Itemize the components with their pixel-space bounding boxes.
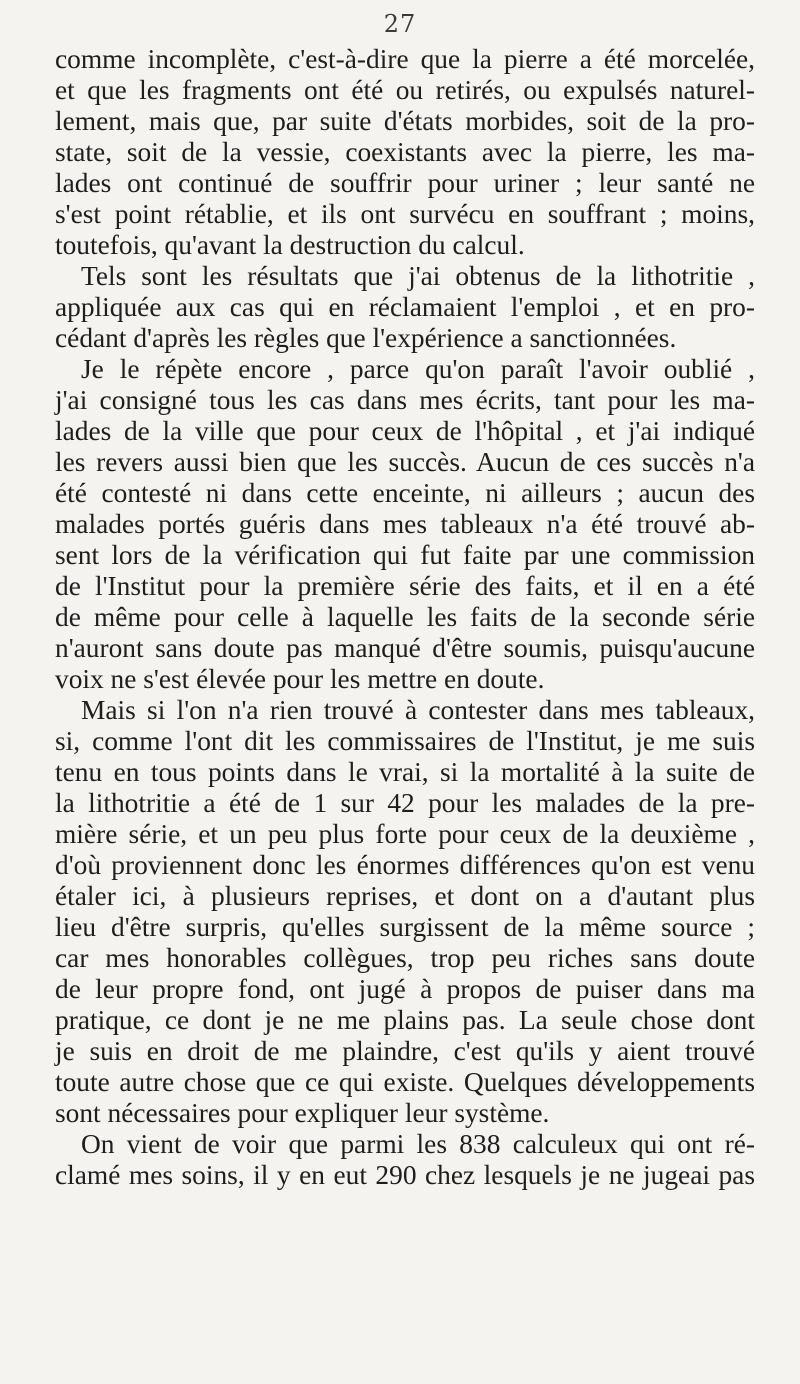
text-line: clamé mes soins, il y en eut 290 chez lesquels je ne jugeai pas (55, 1160, 755, 1190)
text-line: si, comme l'ont dit les commissaires de l'Institut, je me suis (55, 726, 755, 756)
text-line: mière série, et un peu plus forte pour ceux de la deuxième , (55, 819, 755, 849)
text-line: lieu d'être surpris, qu'elles surgissent de la même source ; (55, 912, 755, 942)
text-line: state, soit de la vessie, coexistants avec la pierre, les ma- (55, 137, 755, 167)
text-line: je suis en droit de me plaindre, c'est qu'ils y aient trouvé (55, 1036, 755, 1066)
text-line: cédant d'après les règles que l'expérience a sanctionnées. (55, 323, 677, 353)
text-line: la lithotritie a été de 1 sur 42 pour les malades de la pre- (55, 788, 755, 818)
text-line: appliquée aux cas qui en réclamaient l'emploi , et en pro- (55, 292, 755, 322)
text-line: lement, mais que, par suite d'états morbides, soit de la pro- (55, 106, 755, 136)
text-line: j'ai consigné tous les cas dans mes écrits, tant pour les ma- (55, 385, 755, 415)
body-text (55, 44, 755, 1191)
text-line: toute autre chose que ce qui existe. Quelques développements (55, 1067, 755, 1097)
text-line: Tels sont les résultats que j'ai obtenus de la lithotritie , (81, 261, 755, 291)
text-line: toutefois, qu'avant la destruction du calcul. (55, 230, 525, 260)
text-line: et que les fragments ont été ou retirés, ou expulsés naturel- (55, 75, 755, 105)
text-line: de l'Institut pour la première série des faits, et il en a été (55, 571, 755, 601)
page-number: 27 (383, 10, 417, 38)
text-line: lades de la ville que pour ceux de l'hôpital , et j'ai indiqué (55, 416, 755, 446)
text-line: n'auront sans doute pas manqué d'être soumis, puisqu'aucune (55, 633, 755, 663)
text-line: les revers aussi bien que les succès. Aucun de ces succès n'a (55, 447, 755, 477)
text-line: sont nécessaires pour expliquer leur système. (55, 1098, 550, 1128)
text-line: comme incomplète, c'est-à-dire que la pierre a été morcelée, (55, 44, 755, 74)
text-line: de leur propre fond, ont jugé à propos de puiser dans ma (55, 974, 755, 1004)
text-line: pratique, ce dont je ne me plains pas. La seule chose dont (55, 1005, 755, 1035)
text-line: sent lors de la vérification qui fut faite par une commission (55, 540, 755, 570)
text-line: Je le répète encore , parce qu'on paraît l'avoir oublié , (81, 354, 755, 384)
text-line: Mais si l'on n'a rien trouvé à contester dans mes tableaux, (81, 695, 755, 725)
text-line: tenu en tous points dans le vrai, si la mortalité à la suite de (55, 757, 755, 787)
text-line: de même pour celle à laquelle les faits de la seconde série (55, 602, 755, 632)
text-line: voix ne s'est élevée pour les mettre en doute. (55, 664, 545, 694)
text-line: d'où proviennent donc les énormes différences qu'on est venu (55, 850, 755, 880)
text-line: étaler ici, à plusieurs reprises, et dont on a d'autant plus (55, 881, 755, 911)
text-line: lades ont continué de souffrir pour uriner ; leur santé ne (55, 168, 755, 198)
text-line: car mes honorables collègues, trop peu riches sans doute (55, 943, 755, 973)
text-line: été contesté ni dans cette enceinte, ni ailleurs ; aucun des (55, 478, 755, 508)
text-line: On vient de voir que parmi les 838 calculeux qui ont ré- (81, 1129, 755, 1159)
text-line: malades portés guéris dans mes tableaux n'a été trouvé ab- (55, 509, 755, 539)
text-line: s'est point rétablie, et ils ont survécu en souffrant ; moins, (55, 199, 755, 229)
